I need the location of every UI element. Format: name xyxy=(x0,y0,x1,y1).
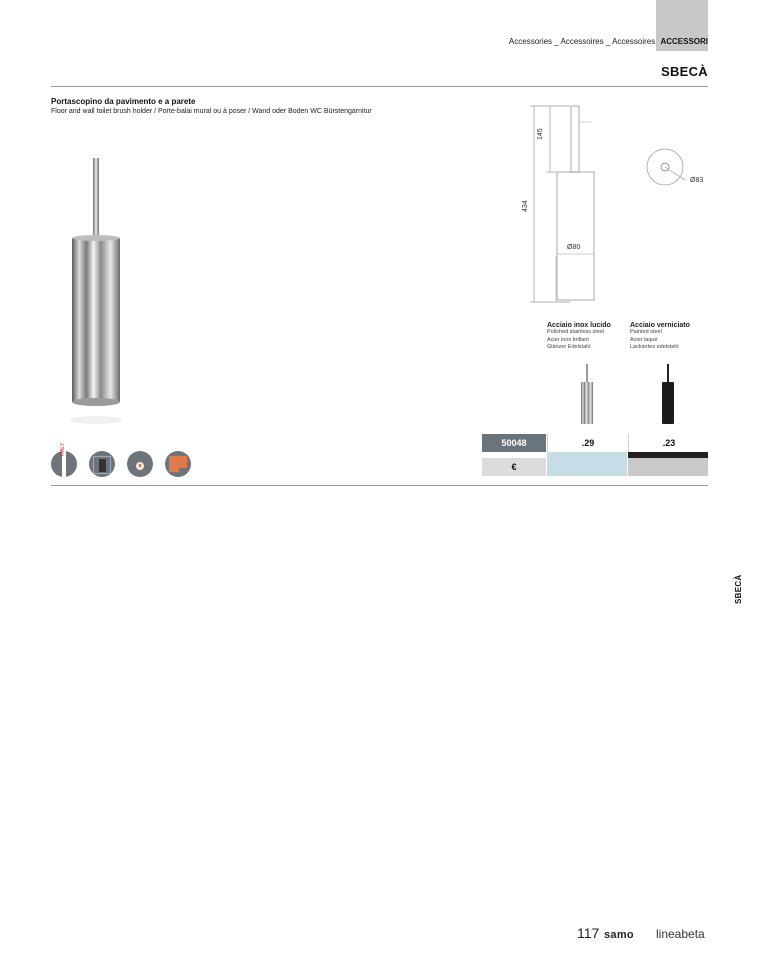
finish-desc-fr: Acier inox brillant xyxy=(547,336,589,343)
product-image xyxy=(62,152,132,440)
italy-label: ITALY xyxy=(60,442,66,456)
active-section-label[interactable]: ACCESSORI xyxy=(660,37,708,46)
floor-standing-icon xyxy=(89,451,115,477)
thumbnail-polished xyxy=(577,362,597,428)
product-title: Portascopino da pavimento e a parete xyxy=(51,97,196,106)
top-divider xyxy=(51,86,708,87)
price-cell-polished xyxy=(547,458,627,476)
finish-name: Acciaio inox lucido xyxy=(547,322,611,329)
page-number: 117 xyxy=(577,925,600,941)
dimension-base-diameter: Ø83 xyxy=(690,177,704,184)
bottom-divider xyxy=(51,485,708,486)
finish-desc-en: Polished stainless steel xyxy=(547,329,605,335)
toilet-icon xyxy=(127,451,153,477)
finish-polished-steel xyxy=(547,322,633,352)
currency-cell: € xyxy=(482,458,546,476)
finish-name: Acciaio verniciato xyxy=(630,322,690,329)
breadcrumb xyxy=(480,36,708,48)
thumbnail-painted xyxy=(658,362,678,428)
finish-desc-de: Lackiertes edelstahl xyxy=(630,344,679,350)
product-code: 50048 xyxy=(482,434,546,452)
code-suffix-painted: .23 xyxy=(628,434,709,452)
finish-desc-fr: Acier laqué xyxy=(630,336,658,343)
brand-subline: lineabeta xyxy=(656,927,705,941)
technical-drawing xyxy=(520,96,710,311)
wall-mount-icon xyxy=(165,451,191,477)
dimension-145: 145 xyxy=(537,128,544,140)
brand-logo: samo xyxy=(604,929,634,941)
dimension-434: 434 xyxy=(522,200,529,212)
dimension-body-diameter: Ø80 xyxy=(567,244,581,251)
code-suffix-polished: .29 xyxy=(547,434,628,452)
side-collection-label: SBECÀ xyxy=(734,574,743,604)
finish-painted-steel xyxy=(630,322,716,352)
collection-title: SBECÀ xyxy=(660,64,708,79)
product-subtitle: Floor and wall toilet brush holder / Porte-balai mural ou à poser / Wand oder Boden WC Bürstengarnitur xyxy=(51,108,372,115)
finish-desc-en: Painted steel xyxy=(630,329,662,335)
finish-desc-de: Glänzer Edelstahl xyxy=(547,344,591,350)
price-cell-painted xyxy=(628,458,708,476)
breadcrumb-path[interactable]: Accessories _ Accessoires _ Accessoires xyxy=(508,37,656,46)
